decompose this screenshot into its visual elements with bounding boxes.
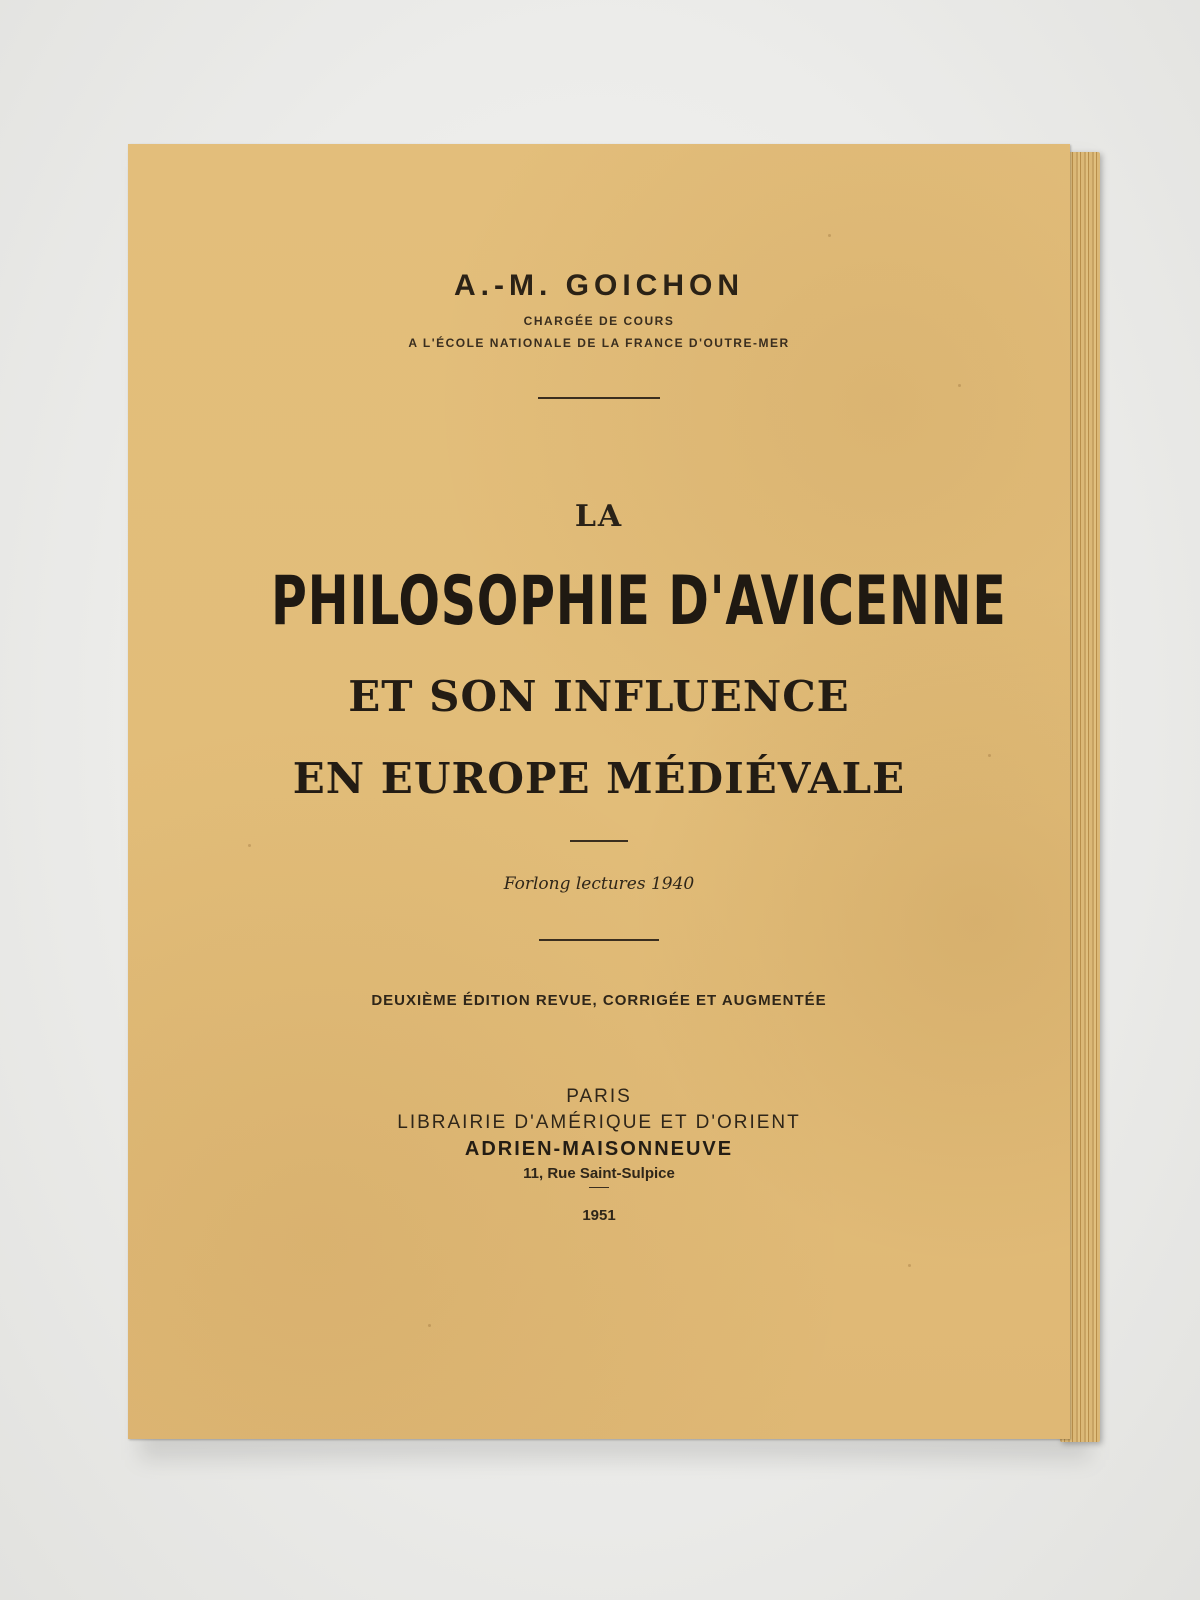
title-line3: EN EUROPE MÉDIÉVALE [292, 754, 906, 803]
divider-rule [570, 840, 628, 842]
lecture-note: Forlong lectures 1940 [503, 874, 695, 894]
paper-speck [248, 844, 251, 847]
book-cover [128, 144, 1070, 1439]
paper-speck [828, 234, 831, 237]
paper-speck [428, 1324, 431, 1327]
author-role-line1: CHARGÉE DE COURS [523, 314, 675, 328]
paper-speck [988, 754, 991, 757]
publisher-city: PARIS [566, 1086, 632, 1107]
title-main-text: PHILOSOPHIE D'AVICENNE [271, 562, 1007, 641]
author-name: A.-M. GOICHON [454, 269, 744, 302]
divider-rule [538, 397, 660, 399]
paper-speck [958, 384, 961, 387]
publisher-name-line2: ADRIEN-MAISONNEUVE [464, 1138, 734, 1160]
edition-statement: DEUXIÈME ÉDITION REVUE, CORRIGÉE ET AUGMENTÉE [371, 992, 827, 1009]
paper-speck [908, 1264, 911, 1267]
divider-rule [589, 1187, 609, 1188]
title-article: LA [574, 499, 624, 534]
title-line2: ET SON INFLUENCE [348, 672, 850, 721]
publisher-name-line1: LIBRAIRIE D'AMÉRIQUE ET D'ORIENT [397, 1112, 801, 1133]
title-main [128, 562, 1070, 641]
publisher-address: 11, Rue Saint-Sulpice [523, 1165, 675, 1182]
publication-year: 1951 [582, 1207, 616, 1224]
divider-rule [539, 939, 659, 941]
author-role-line2: A L'ÉCOLE NATIONALE DE LA FRANCE D'OUTRE-MER [408, 336, 790, 350]
